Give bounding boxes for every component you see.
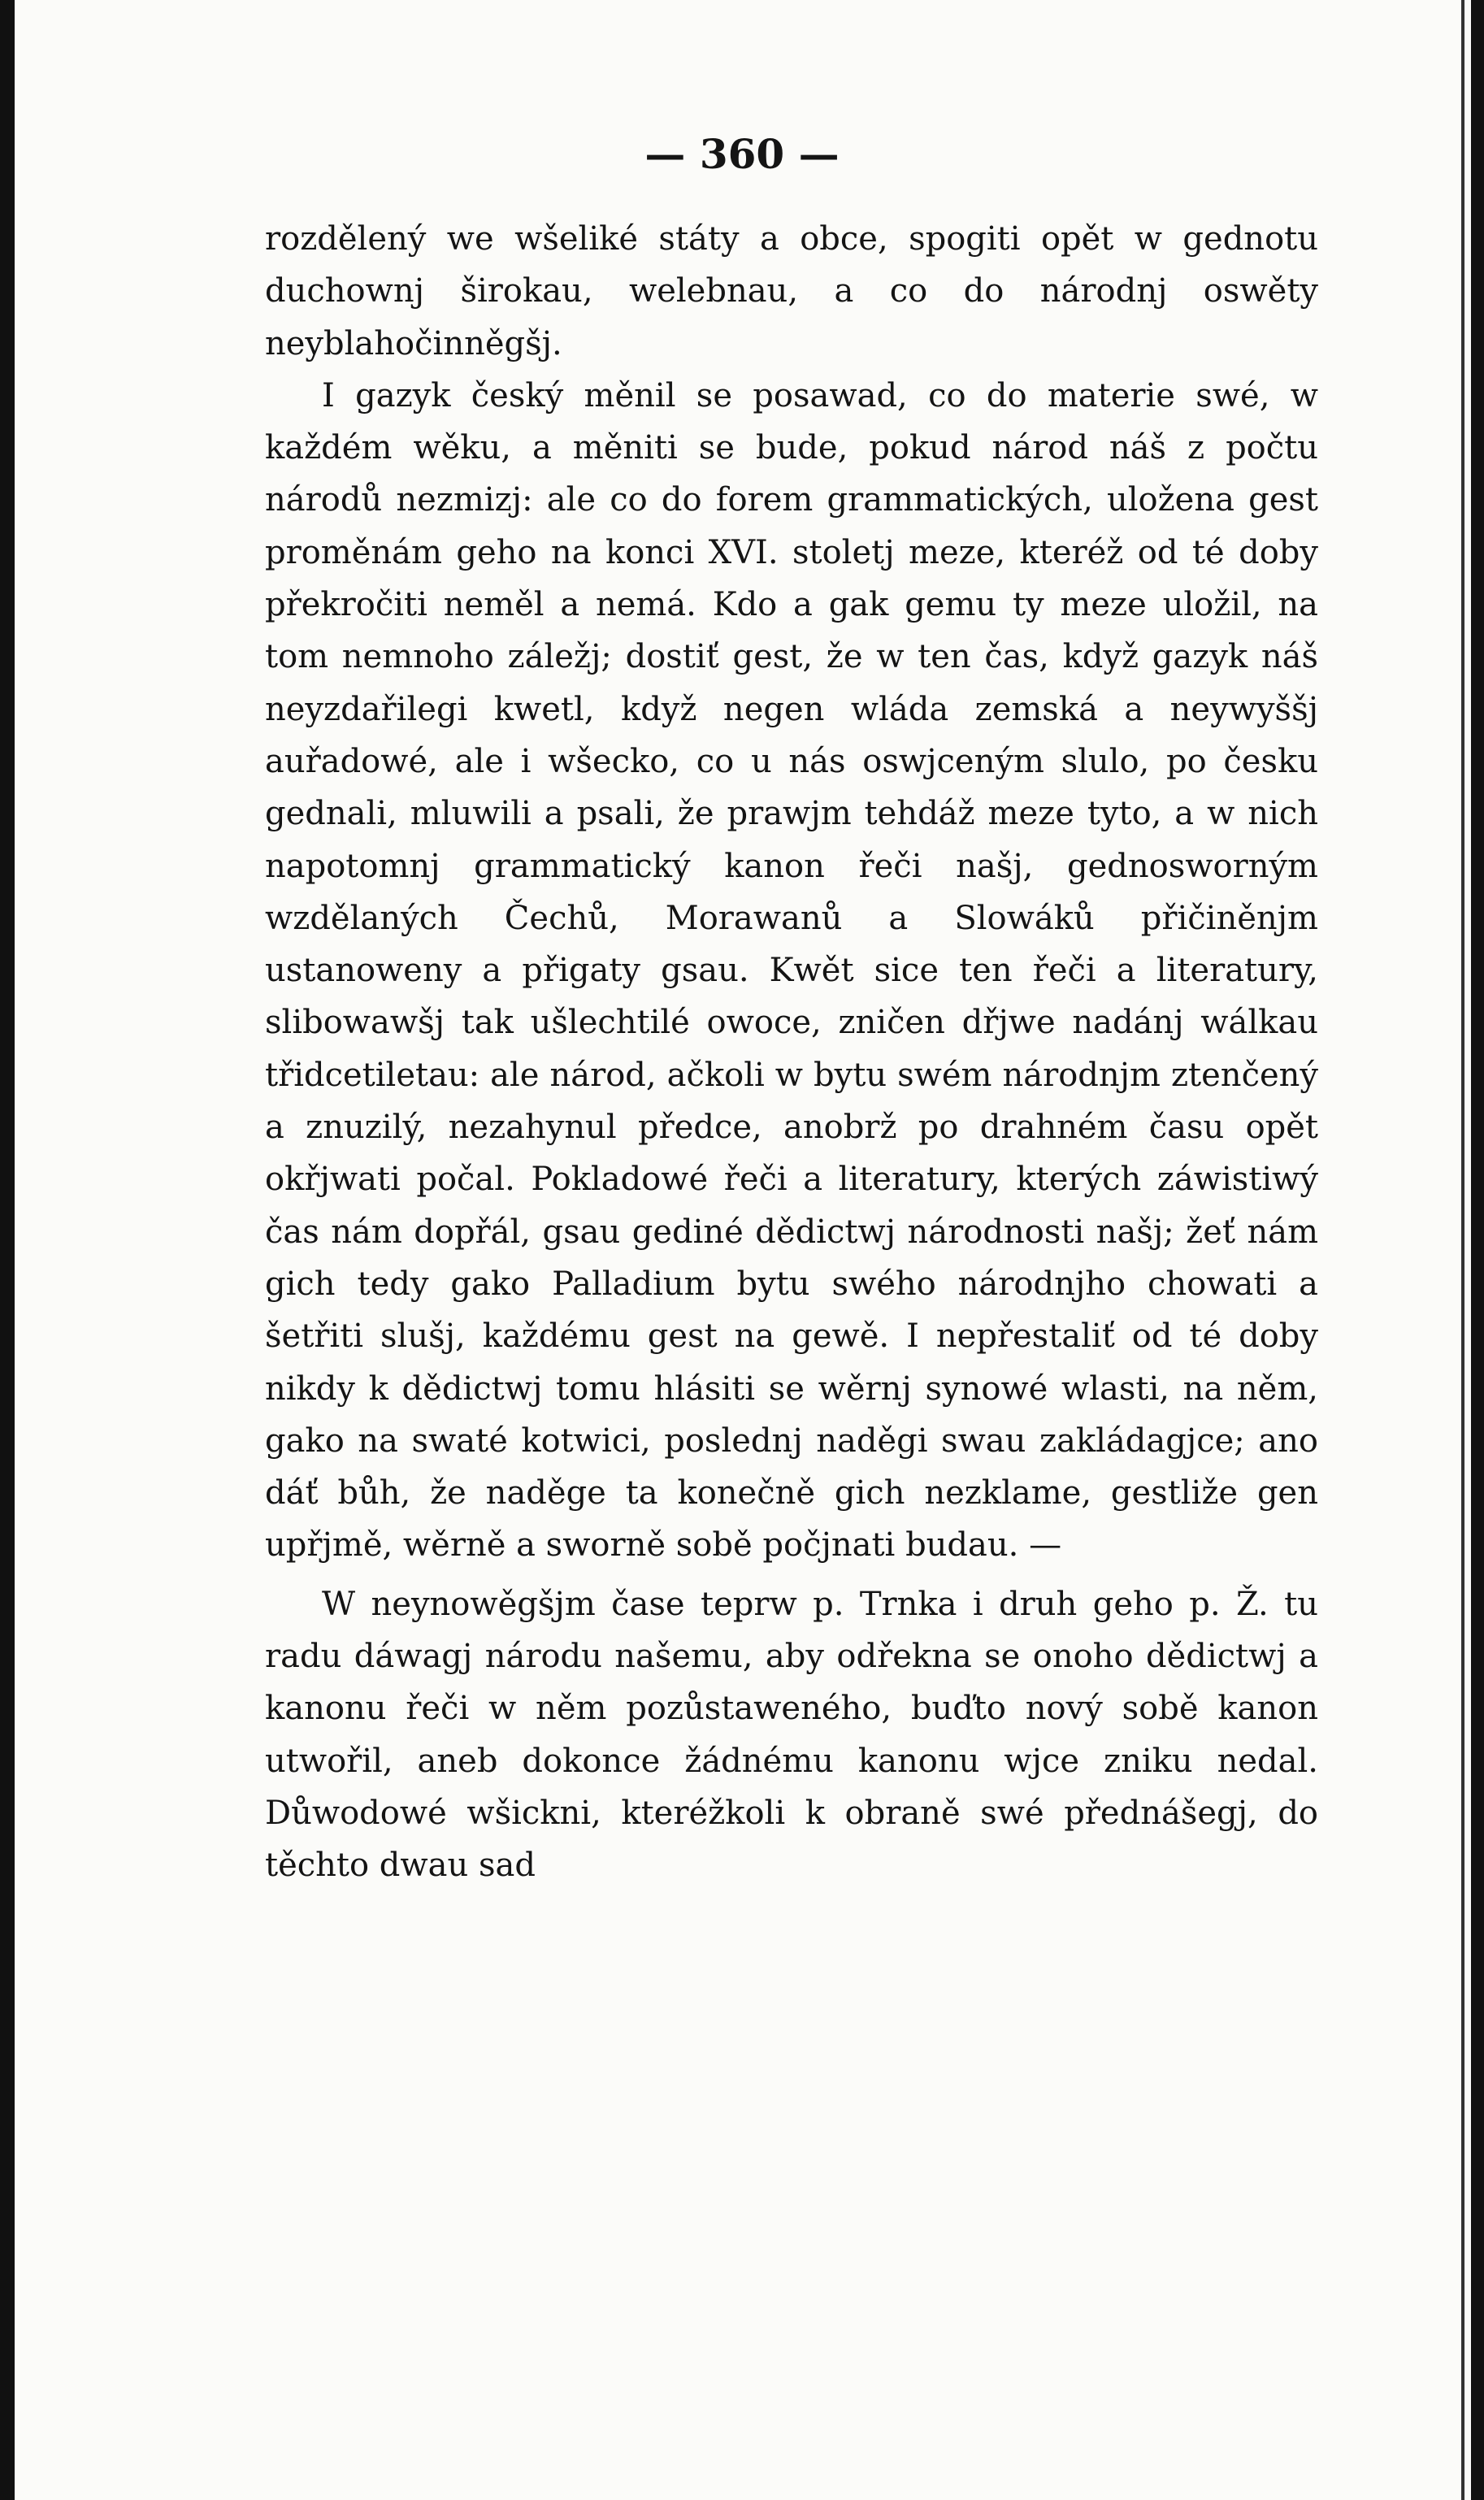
scan-left-edge	[0, 0, 15, 2500]
paragraph: I gazyk český měnil se posawad, co do materie swé, w každém wěku, a měniti se bude, pokud národ náš z počtu národů nezmizj: ale co do forem grammatických, uložena gest proměnám geho na konci XVI. stoletj meze, kteréž od té doby překročiti neměl a nemá. Kdo a gak gemu ty meze uložil, na tom nemnoho záležj; dostiť gest, že w ten čas, když gazyk náš neyzdařilegi kwetl, když negen wláda zemská a neywyššj auřadowé, ale i wšecko, co u nás oswjceným slulo, po česku gednali, mluwili a psali, že prawjm tehdáž meze tyto, a w nich napotomnj grammatický kanon řeči našj, gednosworným wzdělaných Čechů, Morawanů a Slowáků přičiněnjm ustanoweny a přigaty gsau. Kwět sice ten řeči a literatury, slibowawšj tak ušlechtilé owoce, zničen dřjwe nadánj wálkau třidcetiletau: ale národ, ačkoli w bytu swém národnjm ztenčený a znuzilý, nezahynul předce, anobrž po drahném času opět okřjwati počal. Pokladowé řeči a literatury, kterých záwistiwý čas nám dopřál, gsau gediné dědictwj národnosti našj; žeť nám gich tedy gako Palladium bytu swého národnjho chowati a šetřiti slušj, každému gest na gewě. I nepřestaliť od té doby nikdy k dědictwj tomu hlásiti se wěrnj synowé wlasti, na něm, gako na swaté kotwici, poslednj naděgi swau zakládagjce; ano dáť bůh, že naděge ta konečně gich nezklame, gestliže gen upřjmě, wěrně a sworně sobě počjnati budau. —	[265, 376, 1318, 1565]
scan-right-edge-line	[1461, 0, 1464, 2500]
scan-right-edge	[1471, 0, 1484, 2500]
paragraph-continued: rozdělený we wšeliké státy a obce, spogiti opět w gednotu duchownj širokau, welebnau, a co do národnj oswěty neyblahočinněgšj.	[265, 220, 1318, 362]
page-number: — 360 —	[644, 130, 840, 178]
body-text	[265, 213, 1318, 1892]
paragraph: W neynowěgšjm čase teprw p. Trnka i druh geho p. Ž. tu radu dáwagj národu našemu, aby odřekna se onoho dědictwj a kanonu řeči w něm pozůstaweného, buďto nový sobě kanon utwořil, aneb dokonce žádnému kanonu wjce zniku nedal. Důwodowé wšickni, kteréžkoli k obraně swé přednášegj, do těchto dwau sad	[265, 1585, 1318, 1885]
